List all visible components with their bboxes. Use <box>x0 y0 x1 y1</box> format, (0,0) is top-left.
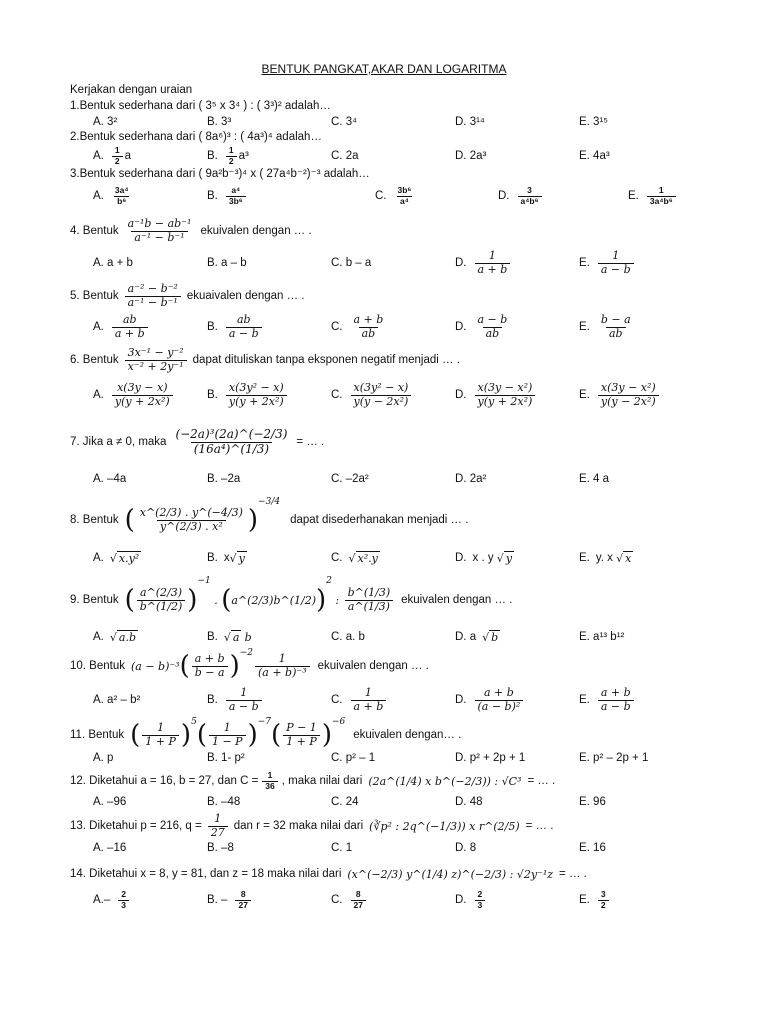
fraction: $\frac{1}{2}$ <box>226 146 237 167</box>
option-b[interactable]: B. $\frac{ab}{a - b}$ <box>207 312 264 342</box>
option-a[interactable]: A. –16 <box>93 842 127 854</box>
option-e[interactable]: E. p² – 2p + 1 <box>579 752 649 764</box>
fraction: $\frac{\text{3a⁴}}{\text{b⁶}}$ <box>114 184 129 206</box>
option-a[interactable]: A. $\frac{x(3y - x)}{\text{y(y + 2x²)}}$ <box>93 380 175 410</box>
fraction: $\frac{3}{\text{a⁴b⁶}}$ <box>518 186 542 207</box>
sqrt: √ y <box>496 551 513 565</box>
question-14: 14. Diketahui x = 8, y = 81, dan z = 18 maka nilai dari (x^(−2/3) y^(1/4) z)^(−2/3) : √2y⁻¹z = … . <box>70 867 587 881</box>
expression-fraction: $\frac{1}{1 + P}$ <box>142 722 179 748</box>
option-a[interactable]: A. $\frac{ab}{a + b}$ <box>93 312 150 342</box>
sqrt: √ b <box>482 630 499 644</box>
fraction: $\frac{1}{27}$ <box>208 813 228 839</box>
fraction: $\frac{1}{\text{3a⁴b⁶}}$ <box>647 186 676 207</box>
fraction: $\frac{1}{a + b}$ <box>351 687 387 713</box>
expression-fraction: $\frac{x\^{}(2/3) . y\^{}(-4/3)}{\text{y\textasciicircum{}(2/3) . x²}}$ <box>139 505 243 533</box>
sqrt: √ x.y² <box>109 551 140 565</box>
question-1-options <box>93 113 693 131</box>
option-c[interactable]: C. a. b <box>331 631 365 643</box>
fraction: $\frac{2}{3}$ <box>475 890 486 911</box>
option-b[interactable]: B. $\frac{\text{x(3y² − x)}}{\text{y(y + 2x²)}}$ <box>207 380 289 410</box>
question-11-options <box>93 748 693 768</box>
option-e[interactable]: E. 4 a <box>579 473 610 485</box>
question-3 <box>70 166 370 180</box>
fraction: $\frac{a + b}{ab}$ <box>353 312 384 340</box>
option-d[interactable]: D. $\frac{a - b}{ab}$ <box>455 312 512 342</box>
option-c[interactable]: C. 2a <box>331 150 359 162</box>
fraction: $\frac{1}{a + b}$ <box>475 250 511 276</box>
option-d[interactable]: D. $\frac{\text{x(3y − x²)}}{\text{y(y + 2x²)}}$ <box>455 380 537 410</box>
option-b[interactable]: B. $\frac{1}{a - b}$ <box>207 684 264 716</box>
fraction: $\frac{\text{a⁴}}{\text{3b⁶}}$ <box>226 186 246 207</box>
question-7-options <box>93 466 693 492</box>
question-10: 10. Bentuk (a − b)⁻³ ( $\frac{a + b}{b - a}$ ) $^{-2}$ $\frac{1}{\text{(a + b)⁻³}}$ ekuivalen dengan … . <box>70 648 429 681</box>
expression-fraction: $\frac{a + b}{b - a}$ <box>192 653 228 679</box>
option-a[interactable]: A. $\frac{1}{2}$ a <box>93 144 132 166</box>
option-d[interactable]: D. 3¹⁴ <box>455 116 485 128</box>
question-10-options <box>93 684 693 716</box>
question-3-options <box>93 182 693 210</box>
option-e[interactable]: E. $\frac{\text{x(3y − x²)}}{\text{y(y − 2x²)}}$ <box>579 380 661 410</box>
option-d[interactable]: D. $\frac{3}{\text{a⁴b⁶}}$ <box>498 182 544 210</box>
question-2 <box>70 131 322 143</box>
fraction: $\frac{\text{x(3y − x²)}}{\text{y(y − 2x²)}}$ <box>598 382 659 408</box>
fraction: $\frac{\text{x(3y² − x)}}{\text{y(y − 2x²)}}$ <box>351 382 412 408</box>
question-13: 13. Diketahui p = 216, q = $\frac{1}{27}$ dan r = 32 maka nilai dari (∛p² : 2q^(−1/3)) x r^(2/5) = … . <box>70 811 554 839</box>
option-e[interactable]: E. 16 <box>579 842 606 854</box>
option-b[interactable]: B. –8 <box>207 842 234 854</box>
question-14-options <box>93 886 693 914</box>
sqrt: √ x <box>616 551 632 565</box>
option-d[interactable]: D. x . y √ y <box>455 551 513 565</box>
option-b[interactable]: B. $\frac{\text{a⁴}}{\text{3b⁶}}$ <box>207 182 248 210</box>
question-13-options <box>93 838 693 858</box>
option-c[interactable]: C. $\frac{\text{x(3y² − x)}}{\text{y(y − 2x²)}}$ <box>331 380 413 410</box>
question-3-text: 3.Bentuk sederhana dari ( 9a²b⁻³)⁴ x ( 27a⁴b⁻²)⁻³ adalah… <box>70 168 370 180</box>
expression: (∛p² : 2q^(−1/3)) x r^(2/5) <box>369 819 520 833</box>
question-11: 11. Bentuk ( $\frac{1}{1 + P}$ ) $^5$ ( $\frac{1}{1 - P}$ ) $^{-7}$ ( $\frac{P - 1}{1 + P}$ ) $^{-6}$ ekuivalen dengan… . <box>70 717 462 750</box>
option-e[interactable]: E. $\frac{b - a}{ab}$ <box>579 312 636 342</box>
page-title: BENTUK PANGKAT,AKAR DAN LOGARITMA <box>261 62 507 76</box>
option-d[interactable]: D. 2a² <box>455 473 487 485</box>
fraction: $\frac{ab}{a + b}$ <box>112 314 148 340</box>
option-a[interactable]: A.– $\frac{2}{3}$ <box>93 886 131 914</box>
exponent: −3/4 <box>258 497 281 507</box>
question-8: 8. Bentuk ( $\frac{x\^{}(2/3) . y\^{}(-4/3)}{\text{y\textasciicircum{}(2/3) . x²}}$ ) −3/4 dapat disederhanakan menjadi … . <box>70 497 469 535</box>
question-6-options <box>93 380 693 410</box>
option-b[interactable]: B. – $\frac{8}{27}$ <box>207 886 253 914</box>
fraction: $\frac{1}{36}$ <box>262 771 277 792</box>
sqrt: √ y <box>229 551 245 565</box>
sqrt: √ a.b <box>109 630 136 644</box>
expression-fraction: $\frac{1}{1 - P}$ <box>209 722 246 748</box>
option-d[interactable]: D. 48 <box>455 796 483 808</box>
option-d[interactable]: D. p² + 2p + 1 <box>455 752 526 764</box>
question-5: 5. Bentuk $\frac{\text{a⁻² − b⁻²}}{\text{a⁻¹ − b⁻¹}}$ ekuaivalen dengan … . <box>70 281 305 309</box>
expression-fraction: $\frac{\text{a⁻¹b − ab⁻¹}}{\text{a⁻¹ − b⁻¹}}$ <box>127 216 192 244</box>
option-e[interactable]: E. $\frac{3}{2}$ <box>579 886 611 914</box>
option-d[interactable]: D. a √ b <box>455 630 499 644</box>
question-9: 9. Bentuk ( $\frac{a\^{}(2/3)}{b\^{}(1/2)}$ ) −1 . ( a^(2/3)b^(1/2) ) 2 : $\frac{b\^{}(1/3)}{a\^{}(1/3)}$ ekuivalen dengan … . <box>70 576 513 615</box>
option-a[interactable]: A. –96 <box>93 796 127 808</box>
question-6: 6. Bentuk $\frac{\text{3x⁻¹ − y⁻²}}{\text{x⁻² + 2y⁻¹}}$ dapat dituliskan tanpa eksponen negatif menjadi … . <box>70 345 460 373</box>
expression-fraction: $\frac{b\^{}(1/3)}{a\^{}(1/3)}$ <box>345 587 394 613</box>
option-d[interactable]: D. $\frac{a + b}{\text{(a − b)²}}$ <box>455 684 525 716</box>
fraction: $\frac{a + b}{\text{(a − b)²}}$ <box>475 687 524 713</box>
fraction: $\frac{8}{27}$ <box>235 890 250 911</box>
fraction: $\frac{\text{x(3y − x²)}}{\text{y(y + 2x²)}}$ <box>475 382 536 408</box>
option-e[interactable]: E. 96 <box>579 796 606 808</box>
option-e[interactable]: E. $\frac{1}{\text{3a⁴b⁶}}$ <box>628 182 678 210</box>
fraction: $\frac{x(3y - x)}{\text{y(y + 2x²)}}$ <box>112 382 173 408</box>
option-c[interactable]: C. $\frac{8}{27}$ <box>331 886 368 914</box>
option-c[interactable]: C. 1 <box>331 842 353 854</box>
fraction: $\frac{1}{a - b}$ <box>226 687 262 713</box>
option-b[interactable]: B. 3³ <box>207 116 232 128</box>
option-a[interactable]: A. p <box>93 752 114 764</box>
fraction: $\frac{1}{a - b}$ <box>598 250 634 276</box>
option-c[interactable]: C. –2a² <box>331 473 369 485</box>
option-b[interactable]: B. –48 <box>207 796 241 808</box>
fraction: $\frac{\text{x(3y² − x)}}{\text{y(y + 2x²)}}$ <box>226 382 287 408</box>
expression-fraction: $\frac{1}{\text{(a + b)⁻³}}$ <box>255 653 310 679</box>
expression-fraction: $\frac{P - 1}{1 + P}$ <box>283 722 320 748</box>
question-5-options <box>93 312 693 342</box>
option-a[interactable]: A. √ a.b <box>93 630 136 644</box>
option-e[interactable]: E. $\frac{a + b}{a - b}$ <box>579 684 636 716</box>
fraction: $\frac{1}{2}$ <box>112 146 123 167</box>
option-b[interactable]: B. √ a b <box>207 630 252 644</box>
fraction: $\frac{a + b}{a - b}$ <box>598 687 634 713</box>
option-c[interactable]: C. $\frac{1}{a + b}$ <box>331 684 388 716</box>
option-b[interactable]: B. x √ y <box>207 551 245 565</box>
expression: (x^(−2/3) y^(1/4) z)^(−2/3) : √2y⁻¹z <box>347 867 554 881</box>
option-b[interactable]: B. –2a <box>207 473 241 485</box>
option-e[interactable]: E. a¹³ b¹² <box>579 631 625 643</box>
question-12: 12. Diketahui a = 16, b = 27, dan C = $\frac{1}{36}$ , maka nilai dari (2a^(1/4) x b^(−2/3)) : √C³ = … . <box>70 769 556 791</box>
question-4-options <box>93 248 693 278</box>
sqrt: √ a <box>223 630 240 644</box>
option-a[interactable]: A. a + b <box>93 257 133 269</box>
option-a[interactable]: A. $\frac{\text{3a⁴}}{\text{b⁶}}$ <box>93 182 134 210</box>
fraction: $\frac{a - b}{ab}$ <box>477 312 508 340</box>
option-c[interactable]: C. 3⁴ <box>331 116 358 128</box>
option-c[interactable]: C. 24 <box>331 796 359 808</box>
fraction: $\frac{\text{3b⁶}}{\text{a⁴}}$ <box>397 184 412 206</box>
option-c[interactable]: C. $\frac{a + b}{ab}$ <box>331 312 388 342</box>
option-b[interactable]: B. 1- p² <box>207 752 245 764</box>
expression-fraction: $\frac{\text{3x⁻¹ − y⁻²}}{\text{x⁻² + 2y⁻¹}}$ <box>125 347 187 373</box>
option-a[interactable]: A. √ x.y² <box>93 551 140 565</box>
question-12-options <box>93 792 693 812</box>
instruction-text: Kerjakan dengan uraian <box>70 84 193 96</box>
question-8-options <box>93 545 693 571</box>
option-a[interactable]: A. a² – b² <box>93 694 141 706</box>
question-2-options <box>93 145 693 167</box>
option-a[interactable]: A. 3² <box>93 116 118 128</box>
option-d[interactable]: D. 2a³ <box>455 150 487 162</box>
expression-fraction: $\frac{a\^{}(2/3)}{b\^{}(1/2)}$ <box>137 587 186 613</box>
option-b[interactable]: B. a – b <box>207 257 247 269</box>
fraction: $\frac{8}{27}$ <box>351 890 366 911</box>
option-d[interactable]: D. $\frac{1}{a + b}$ <box>455 248 512 278</box>
option-d[interactable]: D. 8 <box>455 842 477 854</box>
fraction: $\frac{3}{2}$ <box>598 890 609 911</box>
fraction: $\frac{b - a}{ab}$ <box>600 312 631 340</box>
option-c[interactable]: C. $\frac{\text{3b⁶}}{\text{a⁴}}$ <box>375 182 416 210</box>
expression-fraction: $\frac{\text{a⁻² − b⁻²}}{\text{a⁻¹ − b⁻¹}}$ <box>125 283 181 309</box>
expression: (2a^(1/4) x b^(−2/3)) : √C³ <box>368 774 522 788</box>
question-1 <box>70 100 331 112</box>
question-2-text: 2.Bentuk sederhana dari ( 8a⁶)³ : ( 4a³)⁴ adalah… <box>70 131 322 143</box>
option-a[interactable]: A. –4a <box>93 473 127 485</box>
expression-fraction: $\frac{\text{(−2a)³(2a)\textasciicircum{}(−2/3)}}{\text{(16a⁴)\textasciicircum{}(1/3)}}$ <box>175 426 288 456</box>
option-d[interactable]: D. $\frac{2}{3}$ <box>455 886 487 914</box>
option-c[interactable]: C. b – a <box>331 257 372 269</box>
sqrt: √ x².y <box>348 551 378 565</box>
option-e[interactable]: E. 4a³ <box>579 150 610 162</box>
fraction: $\frac{2}{3}$ <box>118 890 129 911</box>
option-e[interactable]: E. y. x √ x <box>579 551 632 565</box>
option-e[interactable]: E. 3¹⁵ <box>579 116 609 128</box>
fraction: $\frac{ab}{a - b}$ <box>226 314 262 340</box>
option-e[interactable]: E. $\frac{1}{a - b}$ <box>579 248 636 278</box>
option-c[interactable]: C. √ x².y <box>331 551 378 565</box>
option-b[interactable]: B. $\frac{1}{2}$ a³ <box>207 144 249 166</box>
question-4: 4. Bentuk $\frac{\text{a⁻¹b − ab⁻¹}}{\text{a⁻¹ − b⁻¹}}$ ekuivalen dengan … . <box>70 216 312 244</box>
question-1-text: 1.Bentuk sederhana dari ( 3⁵ x 3⁴ ) : ( 3³)² adalah… <box>70 100 331 112</box>
option-c[interactable]: C. p² – 1 <box>331 752 376 764</box>
question-7: 7. Jika a ≠ 0, maka $\frac{\text{(−2a)³(2a)\textasciicircum{}(−2/3)}}{\text{(16a⁴)\textasciicircum{}(1/3)}}$ = … . <box>70 426 325 456</box>
question-9-options <box>93 624 693 650</box>
